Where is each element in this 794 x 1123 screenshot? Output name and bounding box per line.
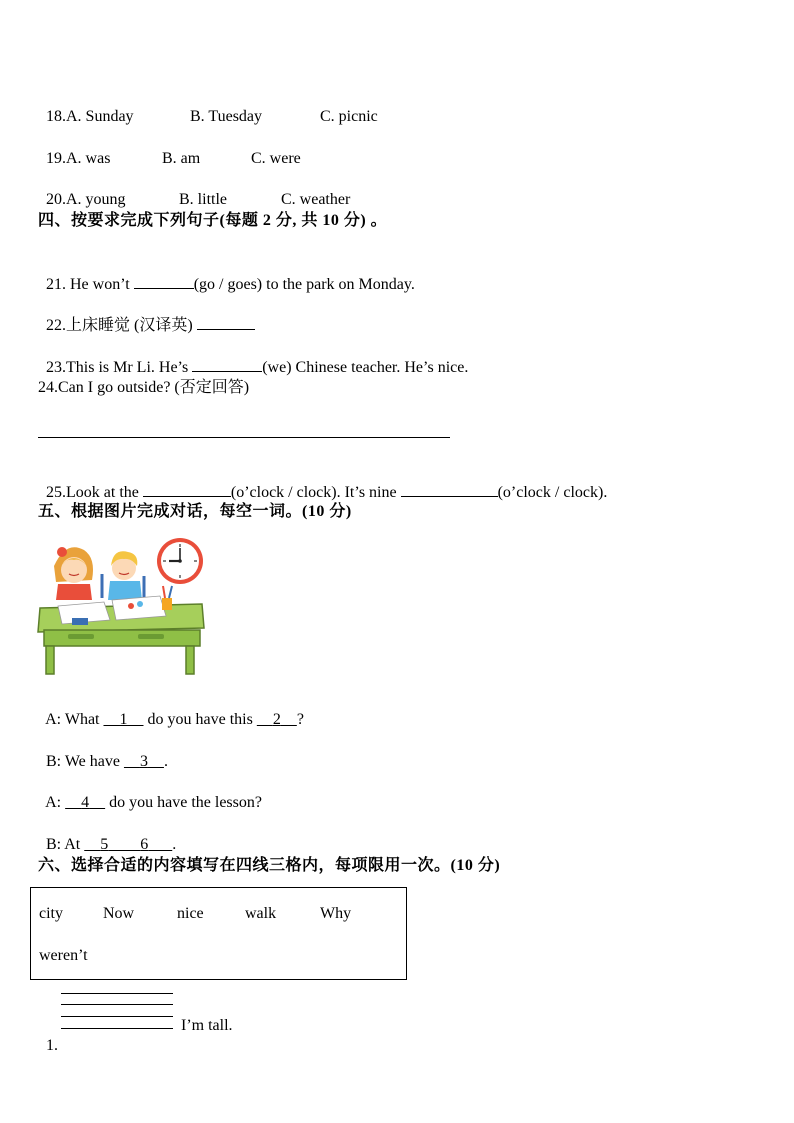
section-6-question-1 — [38, 1016, 58, 1056]
dialog-line-1 — [38, 690, 304, 730]
question-20 — [38, 170, 350, 210]
blank-number: 6 — [140, 836, 149, 853]
dialog-text: do you have the lesson? — [105, 794, 262, 811]
dialog-text: . — [163, 753, 168, 770]
question-text: 25.Look at the — [46, 484, 143, 501]
section-5-heading: 五、根据图片完成对话，每空一词。(10 分) — [38, 503, 352, 520]
blank-number: 2 — [272, 711, 281, 728]
option-a: A. was — [66, 150, 111, 167]
question-number: 20. — [46, 191, 66, 208]
dialog-text: B: At — [46, 836, 85, 853]
option-c: C. picnic — [320, 108, 378, 125]
question-22 — [38, 295, 255, 336]
girl-figure — [54, 547, 93, 600]
dialog-text: A: — [45, 794, 66, 811]
option-b: B. Tuesday — [190, 108, 263, 125]
dialog-line-4 — [38, 815, 176, 855]
dialog-text: do you have this — [143, 711, 257, 728]
answer-blank-3[interactable] — [124, 753, 164, 770]
question-text: (we) Chinese teacher. He’s nice. — [262, 359, 469, 376]
answer-blank[interactable] — [134, 274, 194, 289]
question-text: (go / goes) to the park on Monday. — [193, 276, 415, 293]
option-a: A. Sunday — [66, 108, 134, 125]
question-19 — [38, 129, 301, 169]
question-text: (o’clock / clock). It’s nine — [230, 484, 401, 501]
four-line-grid-line — [61, 1004, 173, 1005]
section-6-heading: 六、选择合适的内容填写在四线三格内，每项限用一次。(10 分) — [38, 857, 501, 874]
answer-blank-5[interactable] — [84, 836, 140, 853]
four-line-grid-line — [61, 993, 173, 994]
answer-blank-6[interactable] — [140, 836, 172, 853]
option-c: C. were — [251, 150, 301, 167]
kids-drawing-illustration — [36, 536, 208, 678]
section-4-heading: 四、按要求完成下列句子(每题 2 分, 共 10 分) 。 — [38, 212, 388, 229]
question-number: 18. — [46, 108, 66, 125]
answer-line[interactable] — [38, 437, 450, 438]
question-18 — [38, 87, 378, 127]
word-bank-item: Now — [103, 905, 135, 922]
dialog-text: A: What — [45, 711, 104, 728]
answer-blank-2[interactable] — [257, 711, 297, 728]
question-25 — [38, 462, 607, 503]
answer-blank[interactable] — [192, 357, 262, 372]
question-text: I’m tall. — [181, 1017, 233, 1034]
answer-blank[interactable] — [197, 315, 255, 330]
blank-number: 5 — [100, 836, 109, 853]
question-24: 24.Can I go outside? (否定回答) — [38, 379, 250, 396]
blank-number: 1 — [119, 711, 128, 728]
blank-number: 4 — [81, 794, 90, 811]
question-text: 22.上床睡觉 (汉译英) — [46, 317, 197, 334]
question-number: 19. — [46, 150, 66, 167]
word-bank-item: weren’t — [39, 947, 88, 964]
option-c: C. weather — [281, 191, 351, 208]
word-bank-item: city — [39, 905, 63, 922]
question-text: 21. He won’t — [46, 276, 134, 293]
dialog-line-3 — [38, 773, 262, 813]
word-bank-item: Why — [320, 905, 352, 922]
boy-figure — [102, 551, 144, 600]
question-text: (o’clock / clock). — [497, 484, 608, 501]
question-23 — [38, 337, 468, 378]
clock-icon — [157, 538, 203, 584]
answer-blank[interactable] — [143, 482, 231, 497]
option-a: A. young — [66, 191, 126, 208]
answer-blank[interactable] — [401, 482, 498, 497]
word-bank-item: walk — [245, 905, 277, 922]
option-b: B. little — [179, 191, 227, 208]
answer-blank-4[interactable] — [65, 794, 105, 811]
question-21 — [38, 254, 415, 295]
word-bank-item: nice — [177, 905, 204, 922]
word-bank-box — [30, 887, 407, 980]
question-number: 1. — [46, 1037, 58, 1054]
blank-number: 3 — [139, 753, 148, 770]
four-line-grid-line[interactable] — [61, 1016, 173, 1017]
dialog-text: . — [172, 836, 177, 853]
option-b: B. am — [162, 150, 201, 167]
dialog-line-2 — [38, 732, 168, 772]
four-line-grid-line — [61, 1028, 173, 1029]
dialog-text: B: We have — [46, 753, 124, 770]
answer-blank-1[interactable] — [103, 711, 143, 728]
question-text: 23.This is Mr Li. He’s — [46, 359, 193, 376]
dialog-text: ? — [296, 711, 304, 728]
